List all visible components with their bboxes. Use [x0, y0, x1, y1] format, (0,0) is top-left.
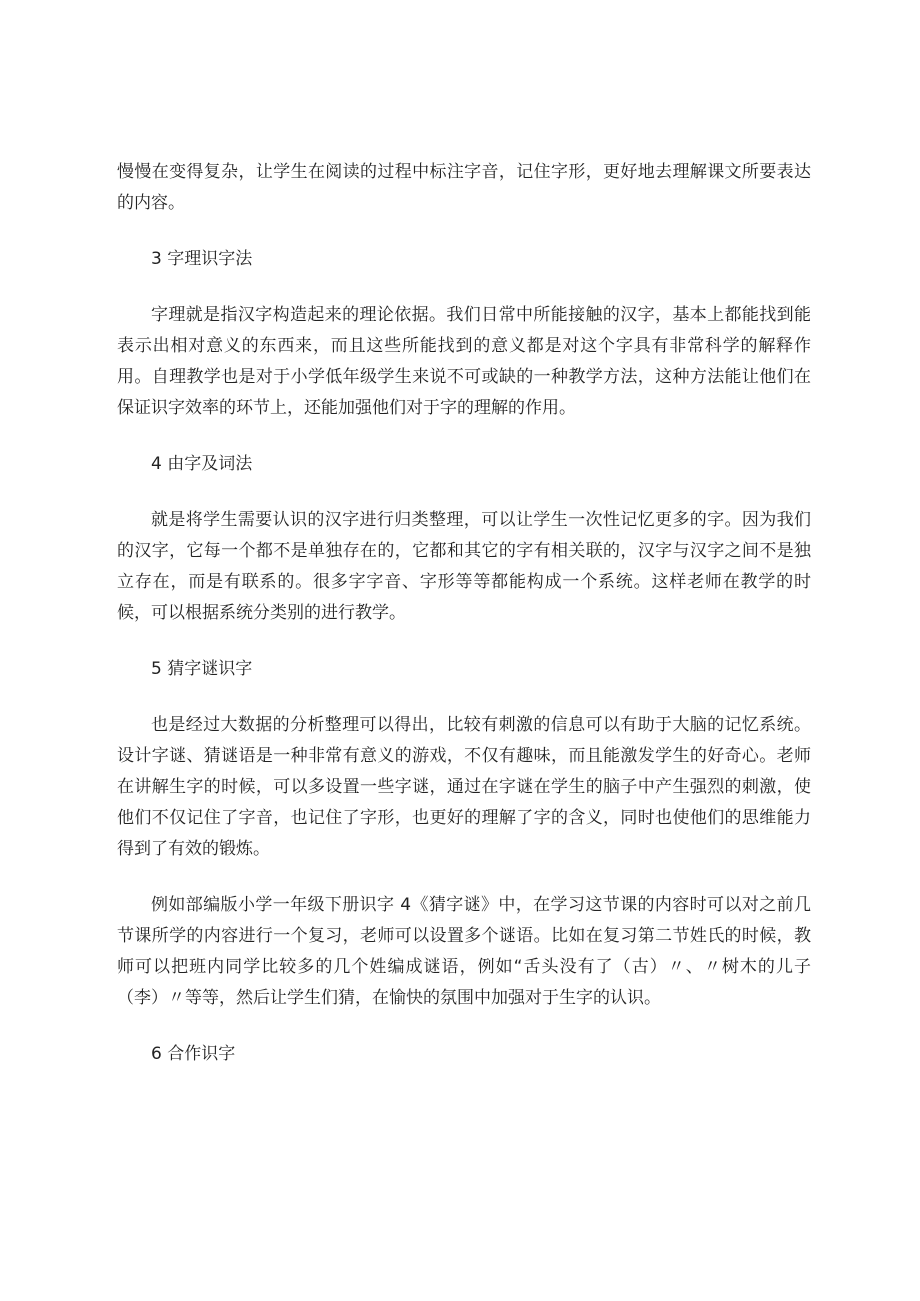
- section-heading-6: 6 合作识字: [151, 1044, 236, 1064]
- paragraph-riddle-example: 例如部编版小学一年级下册识字 4《猜字谜》中，在学习这节课的内容时可以对之前几节课所学的内容进行一个复习，老师可以设置多个谜语。比如在复习第二节姓氏的时候，教师可以把班内同学比较多的几个姓编成谜语，例如“舌头没有了（古）〃、〃树木的儿子（李）〃等等，然后让学生们猜，在愉快的氛围中加强对于生字的认识。: [117, 895, 811, 1008]
- section-heading-5: 5 猜字谜识字: [151, 659, 253, 679]
- document-body: [117, 157, 811, 1095]
- paragraph-zili-method: 字理就是指汉字构造起来的理论依据。我们日常中所能接触的汉字，基本上都能找到能表示出相对意义的东西来，而且这些所能找到的意义都是对这个字具有非常科学的解释作用。自理教学也是对于小学低年级学生来说不可或缺的一种教学方法，这种方法能让他们在保证识字效率的环节上，还能加强他们对于字的理解的作用。: [117, 305, 811, 418]
- section-heading-3: 3 字理识字法: [151, 249, 253, 269]
- paragraph-continued-reading: 慢慢在变得复杂，让学生在阅读的过程中标注字音，记住字形，更好地去理解课文所要表达的内容。: [117, 162, 811, 213]
- paragraph-word-method: 就是将学生需要认识的汉字进行归类整理，可以让学生一次性记忆更多的字。因为我们的汉字，它每一个都不是单独存在的，它都和其它的字有相关联的，汉字与汉字之间不是独立存在，而是有联系的。很多字字音、字形等等都能构成一个系统。这样老师在教学的时候，可以根据系统分类别的进行教学。: [117, 510, 811, 623]
- section-heading-4: 4 由字及词法: [151, 454, 253, 474]
- paragraph-riddle-method: 也是经过大数据的分析整理可以得出，比较有刺激的信息可以有助于大脑的记忆系统。设计字谜、猜谜语是一种非常有意义的游戏，不仅有趣味，而且能激发学生的好奇心。老师在讲解生字的时候，可以多设置一些字谜，通过在字谜在学生的脑子中产生强烈的刺激，使他们不仅记住了字音，也记住了字形，也更好的理解了字的含义，同时也使他们的思维能力得到了有效的锻炼。: [117, 715, 811, 859]
